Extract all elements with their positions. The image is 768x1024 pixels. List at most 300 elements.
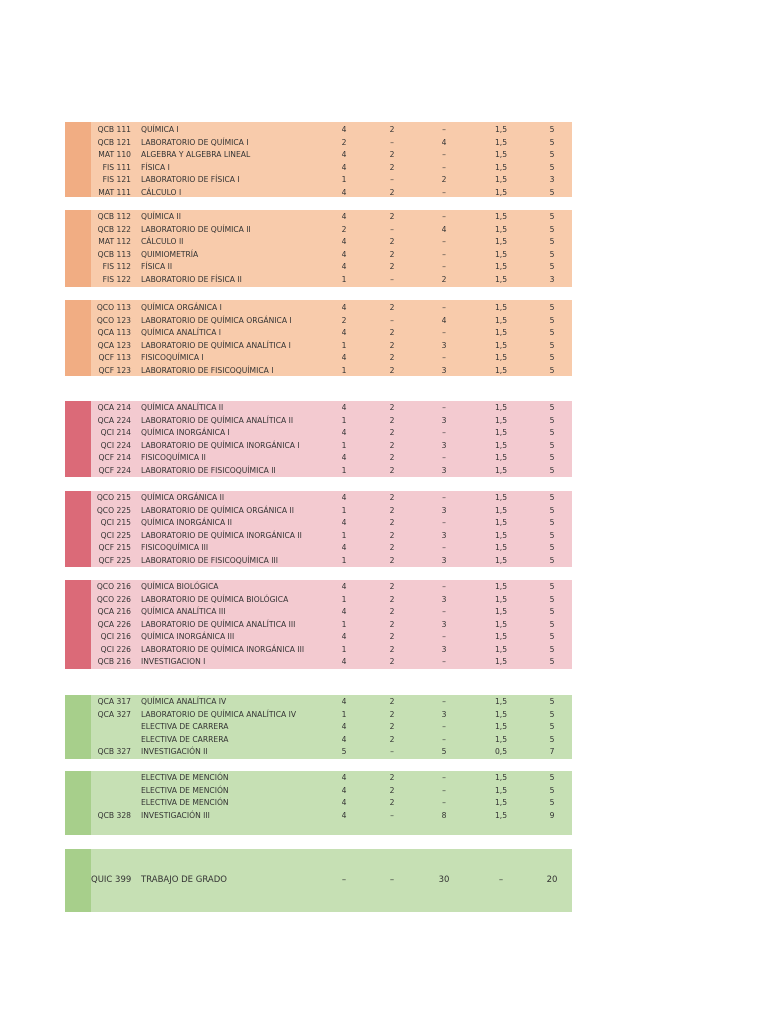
lab-hours: – xyxy=(442,493,446,502)
course-row xyxy=(65,772,572,785)
extra-hours: 1,5 xyxy=(494,465,508,475)
extra-hours: 1,5 xyxy=(494,175,508,184)
course-row xyxy=(65,581,572,594)
theory-hours: 1 xyxy=(341,555,347,565)
credit-units: 5 xyxy=(549,722,555,731)
lab-hours: – xyxy=(442,607,446,616)
course-code: QCF 113 xyxy=(98,353,131,362)
lab-hours: 30 xyxy=(438,875,450,885)
credit-units: 5 xyxy=(549,224,555,234)
course-code: QCF 214 xyxy=(98,453,131,462)
theory-hours: 4 xyxy=(341,453,347,462)
semester-block-7 xyxy=(65,695,572,759)
credit-units: 5 xyxy=(549,428,555,437)
theory-hours: 4 xyxy=(341,697,347,706)
course-name: LABORATORIO DE QUÍMICA INORGÁNICA I xyxy=(141,440,300,450)
credit-units: 5 xyxy=(549,594,555,604)
theory-hours: 4 xyxy=(341,582,347,591)
course-code: QCF 224 xyxy=(98,465,131,475)
practice-hours: 2 xyxy=(389,582,395,591)
practice-hours: 2 xyxy=(389,403,395,412)
lab-hours: – xyxy=(442,249,446,259)
practice-hours: 2 xyxy=(389,543,395,552)
course-code: QCO 216 xyxy=(96,582,131,591)
course-name: FISICOQUÍMICA III xyxy=(141,543,209,552)
course-row xyxy=(65,619,572,632)
practice-hours: 2 xyxy=(389,262,395,271)
extra-hours: – xyxy=(498,875,504,885)
lab-hours: 3 xyxy=(441,415,447,425)
lab-hours: – xyxy=(442,785,446,795)
lab-hours: 3 xyxy=(441,530,447,540)
course-name: QUÍMICA ORGÁNICA I xyxy=(141,303,222,312)
theory-hours: 4 xyxy=(341,810,347,820)
practice-hours: 2 xyxy=(389,697,395,706)
course-code: FIS 112 xyxy=(102,262,131,271)
practice-hours: 2 xyxy=(389,644,395,654)
theory-hours: 4 xyxy=(341,187,347,197)
extra-hours: 1,5 xyxy=(494,518,508,527)
extra-hours: 1,5 xyxy=(494,249,508,259)
extra-hours: 1,5 xyxy=(494,555,508,565)
course-name: LABORATORIO DE QUÍMICA ORGÁNICA I xyxy=(141,315,292,325)
credit-units: 5 xyxy=(549,137,555,147)
credit-units: 5 xyxy=(549,518,555,527)
course-row xyxy=(65,631,572,644)
course-code: QCA 214 xyxy=(97,403,131,412)
theory-hours: 4 xyxy=(341,328,347,337)
credit-units: 5 xyxy=(549,493,555,502)
credit-units: 5 xyxy=(549,785,555,795)
extra-hours: 1,5 xyxy=(494,785,508,795)
extra-hours: 1,5 xyxy=(494,365,508,375)
course-row xyxy=(65,746,572,759)
theory-hours: 4 xyxy=(341,493,347,502)
theory-hours: 4 xyxy=(341,734,347,744)
course-code: QCI 226 xyxy=(100,644,131,654)
course-name: LABORATORIO DE QUÍMICA I xyxy=(141,137,249,147)
course-code: MAT 110 xyxy=(98,150,131,159)
extra-hours: 1,5 xyxy=(494,440,508,450)
lab-hours: – xyxy=(442,697,446,706)
course-code: MAT 111 xyxy=(98,187,131,197)
extra-hours: 1,5 xyxy=(494,734,508,744)
credit-units: 5 xyxy=(549,734,555,744)
lab-hours: 4 xyxy=(441,315,447,325)
practice-hours: 2 xyxy=(389,212,395,221)
theory-hours: 1 xyxy=(341,465,347,475)
credit-units: 20 xyxy=(546,875,558,885)
credit-units: 3 xyxy=(549,274,555,284)
lab-hours: 3 xyxy=(441,340,447,350)
lab-hours: 2 xyxy=(441,274,447,284)
course-name: LABORATORIO DE QUÍMICA ANALÍTICA II xyxy=(141,415,294,425)
extra-hours: 1,5 xyxy=(494,530,508,540)
lab-hours: – xyxy=(442,657,446,666)
course-code: QCI 225 xyxy=(100,530,131,540)
extra-hours: 1,5 xyxy=(494,493,508,502)
course-name: FÍSICA II xyxy=(141,262,173,271)
practice-hours: 2 xyxy=(389,773,395,782)
course-code: QCO 225 xyxy=(96,505,131,515)
semester-block-9 xyxy=(65,849,572,912)
semester-block-4 xyxy=(65,401,572,477)
course-name: QUÍMICA INORGÁNICA III xyxy=(141,632,235,641)
semester-block-1 xyxy=(65,122,572,197)
course-name: QUÍMICA INORGÁNICA I xyxy=(141,428,230,437)
course-code: QCA 123 xyxy=(97,340,131,350)
course-row xyxy=(65,452,572,465)
course-name: TRABAJO DE GRADO xyxy=(141,875,227,885)
credit-units: 5 xyxy=(549,582,555,591)
extra-hours: 1,5 xyxy=(494,619,508,629)
lab-hours: – xyxy=(442,632,446,641)
practice-hours: – xyxy=(390,224,394,234)
practice-hours: 2 xyxy=(389,340,395,350)
lab-hours: 3 xyxy=(441,594,447,604)
credit-units: 5 xyxy=(549,237,555,246)
extra-hours: 0,5 xyxy=(494,747,508,756)
credit-units: 5 xyxy=(549,773,555,782)
lab-hours: – xyxy=(442,187,446,197)
course-code: QCA 216 xyxy=(97,607,131,616)
credit-units: 5 xyxy=(549,150,555,159)
course-name: LABORATORIO DE QUÍMICA ANALÍTICA I xyxy=(141,340,291,350)
practice-hours: 2 xyxy=(389,415,395,425)
practice-hours: 2 xyxy=(389,619,395,629)
course-name: LABORATORIO DE QUÍMICA INORGÁNICA II xyxy=(141,530,302,540)
course-code: QUIC 399 xyxy=(91,875,132,885)
theory-hours: 1 xyxy=(341,644,347,654)
course-row xyxy=(65,785,572,798)
theory-hours: 1 xyxy=(341,709,347,719)
course-row xyxy=(65,440,572,453)
lab-hours: – xyxy=(442,212,446,221)
lab-hours: 3 xyxy=(441,644,447,654)
course-code: QCO 123 xyxy=(96,315,131,325)
theory-hours: 4 xyxy=(341,785,347,795)
lab-hours: – xyxy=(442,518,446,527)
lab-hours: – xyxy=(442,734,446,744)
theory-hours: 4 xyxy=(341,722,347,731)
credit-units: 5 xyxy=(549,607,555,616)
course-name: LABORATORIO DE QUÍMICA II xyxy=(141,224,251,234)
theory-hours: – xyxy=(341,875,347,885)
practice-hours: 2 xyxy=(389,798,395,807)
practice-hours: 2 xyxy=(389,530,395,540)
extra-hours: 1,5 xyxy=(494,697,508,706)
theory-hours: 1 xyxy=(341,340,347,350)
credit-units: 5 xyxy=(549,530,555,540)
lab-hours: 5 xyxy=(441,747,447,756)
credit-units: 5 xyxy=(549,303,555,312)
course-row xyxy=(65,606,572,619)
practice-hours: – xyxy=(390,315,394,325)
practice-hours: – xyxy=(390,137,394,147)
course-name: QUÍMICA ANALÍTICA II xyxy=(141,403,224,412)
course-row xyxy=(65,365,572,378)
semester-block-6 xyxy=(65,580,572,669)
course-name: LABORATORIO DE FISICOQUÍMICA III xyxy=(141,555,278,565)
extra-hours: 1,5 xyxy=(494,453,508,462)
course-code: QCO 226 xyxy=(96,594,131,604)
course-row xyxy=(65,427,572,440)
theory-hours: 4 xyxy=(341,162,347,172)
course-code: QCB 111 xyxy=(97,125,131,134)
extra-hours: 1,5 xyxy=(494,137,508,147)
practice-hours: 2 xyxy=(389,162,395,172)
practice-hours: 2 xyxy=(389,722,395,731)
theory-hours: 4 xyxy=(341,237,347,246)
theory-hours: 4 xyxy=(341,607,347,616)
lab-hours: – xyxy=(442,798,446,807)
course-name: QUÍMICA INORGÁNICA II xyxy=(141,518,233,527)
credit-units: 5 xyxy=(549,632,555,641)
practice-hours: 2 xyxy=(389,734,395,744)
lab-hours: 3 xyxy=(441,619,447,629)
extra-hours: 1,5 xyxy=(494,125,508,134)
credit-units: 5 xyxy=(549,365,555,375)
practice-hours: 2 xyxy=(389,328,395,337)
course-name: CÁLCULO II xyxy=(141,237,184,246)
course-code: QCB 121 xyxy=(97,137,131,147)
course-code: QCA 113 xyxy=(97,328,131,337)
lab-hours: – xyxy=(442,453,446,462)
course-row xyxy=(65,274,572,287)
course-row xyxy=(65,517,572,530)
theory-hours: 2 xyxy=(341,315,347,325)
practice-hours: 2 xyxy=(389,657,395,666)
extra-hours: 1,5 xyxy=(494,403,508,412)
course-code: FIS 121 xyxy=(102,175,131,184)
course-row xyxy=(65,644,572,657)
credit-units: 5 xyxy=(549,543,555,552)
course-row xyxy=(65,402,572,415)
course-name: QUÍMICA BIOLÓGICA xyxy=(141,582,219,591)
course-row xyxy=(65,261,572,274)
practice-hours: 2 xyxy=(389,353,395,362)
credit-units: 5 xyxy=(549,453,555,462)
practice-hours: 2 xyxy=(389,303,395,312)
practice-hours: 2 xyxy=(389,785,395,795)
course-name: QUÍMICA ANALÍTICA I xyxy=(141,328,222,337)
course-code: QCF 123 xyxy=(98,365,131,375)
course-code: QCB 327 xyxy=(97,747,131,756)
course-name: ALGEBRA Y ALGEBRA LINEAL xyxy=(141,150,251,159)
theory-hours: 4 xyxy=(341,773,347,782)
course-name: FISICOQUÍMICA II xyxy=(141,453,206,462)
theory-hours: 1 xyxy=(341,175,347,184)
theory-hours: 1 xyxy=(341,505,347,515)
extra-hours: 1,5 xyxy=(494,162,508,172)
extra-hours: 1,5 xyxy=(494,315,508,325)
lab-hours: 2 xyxy=(441,175,447,184)
credit-units: 5 xyxy=(549,315,555,325)
credit-units: 5 xyxy=(549,187,555,197)
course-row xyxy=(65,465,572,478)
credit-units: 5 xyxy=(549,262,555,271)
lab-hours: 3 xyxy=(441,555,447,565)
course-row xyxy=(65,542,572,555)
course-name: FÍSICA I xyxy=(141,162,170,172)
course-name: QUIMIOMETRÍA xyxy=(141,249,199,259)
lab-hours: – xyxy=(442,125,446,134)
course-code: QCB 216 xyxy=(97,657,131,666)
course-name: LABORATORIO DE FISICOQUÍMICA I xyxy=(141,365,274,375)
lab-hours: – xyxy=(442,353,446,362)
extra-hours: 1,5 xyxy=(494,212,508,221)
course-code: QCI 214 xyxy=(100,428,131,437)
practice-hours: 2 xyxy=(389,428,395,437)
course-code: FIS 122 xyxy=(102,274,131,284)
course-name: LABORATORIO DE FISICOQUÍMICA II xyxy=(141,465,276,475)
course-code: QCA 224 xyxy=(97,415,131,425)
practice-hours: 2 xyxy=(389,594,395,604)
lab-hours: – xyxy=(442,773,446,782)
extra-hours: 1,5 xyxy=(494,340,508,350)
practice-hours: 2 xyxy=(389,709,395,719)
course-name: ELECTIVA DE MENCIÓN xyxy=(141,773,229,782)
course-row xyxy=(65,137,572,150)
credit-units: 5 xyxy=(549,440,555,450)
course-name: LABORATORIO DE QUÍMICA ORGÁNICA II xyxy=(141,505,294,515)
extra-hours: 1,5 xyxy=(494,582,508,591)
theory-hours: 1 xyxy=(341,619,347,629)
extra-hours: 1,5 xyxy=(494,428,508,437)
course-row xyxy=(65,656,572,669)
course-row xyxy=(65,415,572,428)
course-code: QCO 215 xyxy=(96,493,131,502)
credit-units: 5 xyxy=(549,328,555,337)
theory-hours: 2 xyxy=(341,137,347,147)
extra-hours: 1,5 xyxy=(494,150,508,159)
extra-hours: 1,5 xyxy=(494,722,508,731)
credit-units: 5 xyxy=(549,619,555,629)
course-name: QUÍMICA ORGÁNICA II xyxy=(141,493,225,502)
theory-hours: 4 xyxy=(341,262,347,271)
course-code: QCB 113 xyxy=(97,249,131,259)
theory-hours: 4 xyxy=(341,303,347,312)
lab-hours: 3 xyxy=(441,365,447,375)
theory-hours: 4 xyxy=(341,212,347,221)
theory-hours: 1 xyxy=(341,274,347,284)
semester-block-2 xyxy=(65,210,572,287)
practice-hours: 2 xyxy=(389,505,395,515)
semester-block-8 xyxy=(65,771,572,835)
course-row xyxy=(65,302,572,315)
theory-hours: 4 xyxy=(341,150,347,159)
lab-hours: – xyxy=(442,403,446,412)
credit-units: 5 xyxy=(549,249,555,259)
extra-hours: 1,5 xyxy=(494,632,508,641)
credit-units: 5 xyxy=(549,353,555,362)
credit-units: 5 xyxy=(549,709,555,719)
lab-hours: 4 xyxy=(441,224,447,234)
theory-hours: 1 xyxy=(341,440,347,450)
theory-hours: 4 xyxy=(341,632,347,641)
extra-hours: 1,5 xyxy=(494,657,508,666)
credit-units: 5 xyxy=(549,657,555,666)
lab-hours: – xyxy=(442,428,446,437)
course-name: FISICOQUÍMICA I xyxy=(141,353,204,362)
lab-hours: 8 xyxy=(441,810,447,820)
course-name: ELECTIVA DE CARRERA xyxy=(141,734,229,744)
course-code: FIS 111 xyxy=(102,162,131,172)
course-row xyxy=(65,174,572,187)
theory-hours: 1 xyxy=(341,594,347,604)
extra-hours: 1,5 xyxy=(494,262,508,271)
credit-units: 5 xyxy=(549,415,555,425)
theory-hours: 4 xyxy=(341,428,347,437)
course-row xyxy=(65,874,572,887)
course-row xyxy=(65,492,572,505)
course-row xyxy=(65,236,572,249)
theory-hours: 4 xyxy=(341,125,347,134)
practice-hours: 2 xyxy=(389,150,395,159)
practice-hours: 2 xyxy=(389,125,395,134)
course-code: QCA 226 xyxy=(97,619,131,629)
credit-units: 5 xyxy=(549,212,555,221)
extra-hours: 1,5 xyxy=(494,607,508,616)
course-row xyxy=(65,594,572,607)
practice-hours: – xyxy=(390,810,394,820)
theory-hours: 2 xyxy=(341,224,347,234)
credit-units: 5 xyxy=(549,555,555,565)
practice-hours: 2 xyxy=(389,249,395,259)
course-name: INVESTIGACIÓN II xyxy=(141,747,208,756)
course-name: LABORATORIO DE QUÍMICA INORGÁNICA III xyxy=(141,644,305,654)
lab-hours: 4 xyxy=(441,137,447,147)
extra-hours: 1,5 xyxy=(494,594,508,604)
practice-hours: 2 xyxy=(389,465,395,475)
credit-units: 5 xyxy=(549,697,555,706)
course-code: QCF 225 xyxy=(98,555,131,565)
course-row xyxy=(65,555,572,568)
credit-units: 5 xyxy=(549,340,555,350)
course-row xyxy=(65,124,572,137)
practice-hours: – xyxy=(389,875,395,885)
credit-units: 5 xyxy=(549,465,555,475)
course-row xyxy=(65,187,572,200)
course-row xyxy=(65,162,572,175)
theory-hours: 4 xyxy=(341,403,347,412)
practice-hours: 2 xyxy=(389,440,395,450)
course-name: ELECTIVA DE MENCIÓN xyxy=(141,798,229,807)
theory-hours: 4 xyxy=(341,518,347,527)
lab-hours: 3 xyxy=(441,505,447,515)
theory-hours: 4 xyxy=(341,353,347,362)
course-row xyxy=(65,224,572,237)
credit-units: 5 xyxy=(549,505,555,515)
course-name: ELECTIVA DE CARRERA xyxy=(141,722,229,731)
course-name: QUÍMICA II xyxy=(141,212,181,221)
theory-hours: 1 xyxy=(341,365,347,375)
course-code: QCB 328 xyxy=(97,810,131,820)
course-name: INVESTIGACIÓN III xyxy=(141,810,210,820)
course-row xyxy=(65,709,572,722)
course-row xyxy=(65,249,572,262)
practice-hours: – xyxy=(390,747,394,756)
extra-hours: 1,5 xyxy=(494,415,508,425)
practice-hours: 2 xyxy=(389,518,395,527)
extra-hours: 1,5 xyxy=(494,224,508,234)
practice-hours: 2 xyxy=(389,632,395,641)
course-name: QUÍMICA ANALÍTICA IV xyxy=(141,697,227,706)
lab-hours: 3 xyxy=(441,465,447,475)
lab-hours: – xyxy=(442,162,446,172)
lab-hours: – xyxy=(442,150,446,159)
extra-hours: 1,5 xyxy=(494,303,508,312)
